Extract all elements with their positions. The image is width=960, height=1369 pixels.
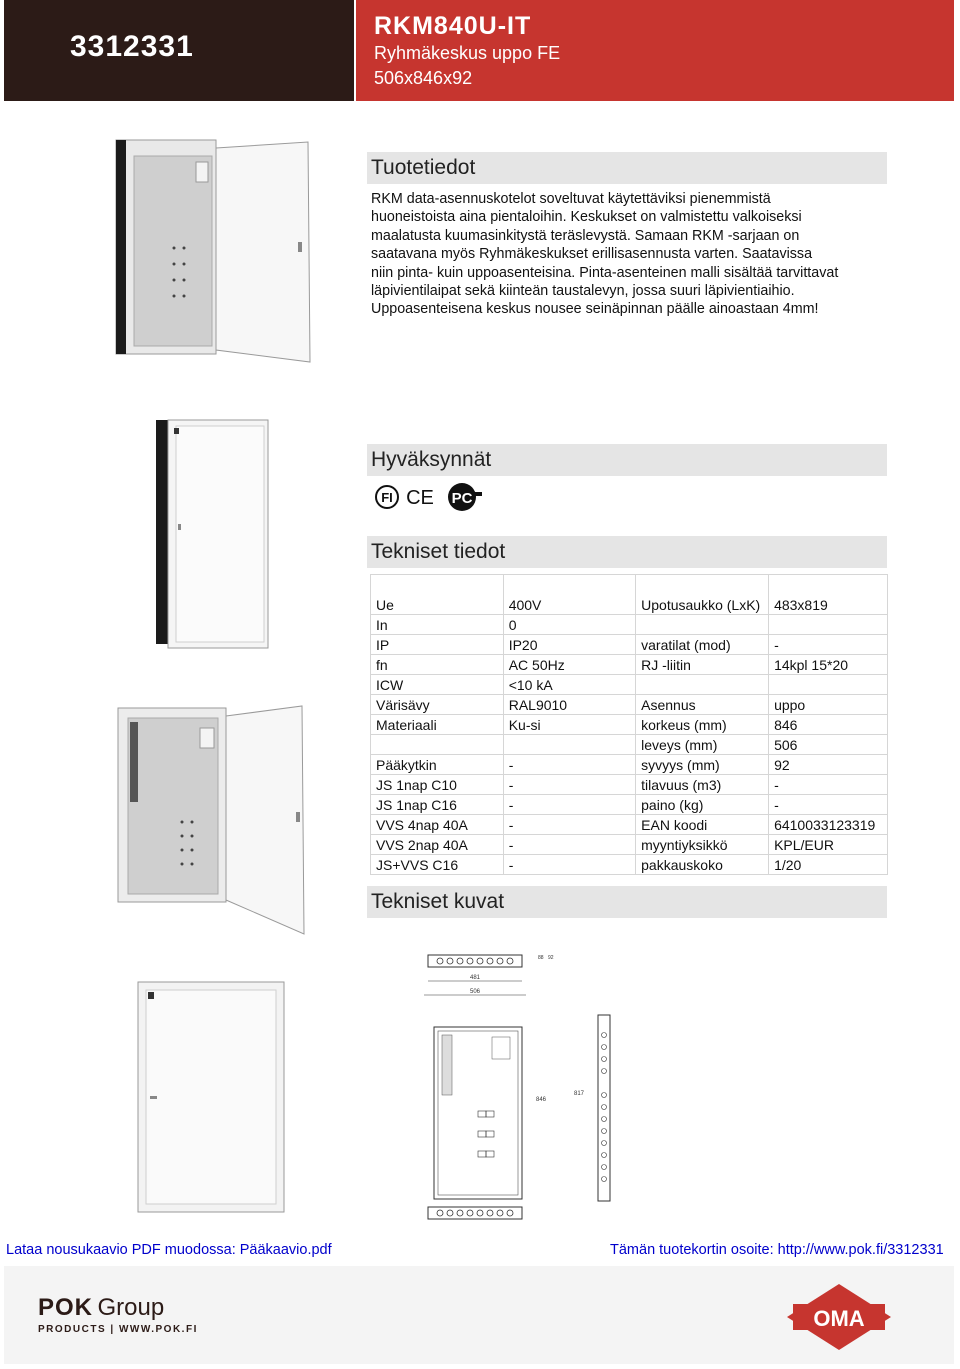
description-line: saatavana myös Ryhmäkeskukset erillisasennusta varten. Saatavissa — [371, 246, 813, 263]
table-cell: IP20 — [503, 635, 635, 655]
table-row — [371, 855, 888, 875]
table-cell: In — [371, 615, 504, 635]
table-cell: Pääkytkin — [371, 755, 504, 775]
oma-logo — [787, 1284, 891, 1350]
svg-text:PC: PC — [451, 490, 473, 507]
table-row — [371, 675, 888, 695]
section-approvals: Hyväksynnät — [367, 444, 887, 476]
product-code: RKM840U-IT — [374, 12, 532, 40]
dim-inner-height: 817 — [574, 1091, 585, 1097]
table-cell — [769, 675, 888, 695]
specs-table — [370, 574, 888, 875]
dim-outer-height: 846 — [536, 1097, 547, 1103]
table-cell: - — [503, 775, 635, 795]
table-cell: Värisävy — [371, 695, 504, 715]
table-cell: 846 — [769, 715, 888, 735]
table-cell: ICW — [371, 675, 504, 695]
table-cell: 6410033123319 — [769, 815, 888, 835]
description-line: Uppoasenteisena keskus nousee seinäpinnan päälle ainoastaan 4mm! — [371, 301, 819, 318]
table-cell — [636, 675, 769, 695]
table-row — [371, 595, 888, 615]
table-cell: 506 — [769, 735, 888, 755]
pok-subtitle: PRODUCTS | WWW.POK.FI — [38, 1324, 198, 1335]
section-technical-data: Tekniset tiedot — [367, 536, 887, 568]
product-dimensions: 506x846x92 — [374, 68, 473, 88]
table-cell: korkeus (mm) — [636, 715, 769, 735]
table-cell — [636, 615, 769, 635]
header-left-panel — [4, 0, 354, 101]
table-row — [371, 755, 888, 775]
table-cell: - — [769, 775, 888, 795]
technical-drawing — [420, 945, 620, 1225]
table-cell: syvyys (mm) — [636, 755, 769, 775]
table-row — [371, 575, 888, 596]
table-cell: JS+VVS C16 — [371, 855, 504, 875]
dim-outer-width: 506 — [469, 989, 481, 995]
table-cell: 14kpl 15*20 — [769, 655, 888, 675]
product-name: Ryhmäkeskus uppo FE — [374, 43, 561, 63]
table-cell: 1/20 — [769, 855, 888, 875]
table-cell: VVS 4nap 40A — [371, 815, 504, 835]
fi-mark-icon — [376, 486, 398, 508]
table-cell: pakkauskoko — [636, 855, 769, 875]
product-number: 3312331 — [70, 30, 194, 63]
product-image-closed-cabinet — [152, 416, 272, 652]
table-cell: <10 kA — [503, 675, 635, 695]
oma-word: OMA — [813, 1306, 865, 1331]
table-row — [371, 635, 888, 655]
table-row — [371, 715, 888, 735]
table-cell: 483x819 — [769, 595, 888, 615]
table-row — [371, 695, 888, 715]
dim-inner-width: 481 — [469, 975, 481, 981]
table-cell: fn — [371, 655, 504, 675]
table-cell: 0 — [503, 615, 635, 635]
table-row — [371, 735, 888, 755]
table-cell — [769, 615, 888, 635]
description-line: läpivientilaipat sekä kiinteän taustalevyn, jossa suuri läpivientiaihio. — [371, 283, 795, 300]
section-technical-images: Tekniset kuvat — [367, 886, 887, 918]
table-cell: - — [503, 755, 635, 775]
table-cell: - — [503, 835, 635, 855]
group-word: Group — [97, 1294, 165, 1321]
footer — [4, 1266, 954, 1364]
product-image-open-cabinet — [112, 138, 316, 366]
table-row — [371, 795, 888, 815]
table-cell: Ue — [371, 595, 504, 615]
header-band — [4, 0, 954, 101]
table-cell: myyntiyksikkö — [636, 835, 769, 855]
table-cell: JS 1nap C16 — [371, 795, 504, 815]
table-cell: Asennus — [636, 695, 769, 715]
table-cell: AC 50Hz — [503, 655, 635, 675]
approval-marks — [372, 480, 492, 514]
description-line: niin pinta- kuin uppoasenteisina. Pinta-asenteinen malli sisältää tarvittavat — [371, 264, 839, 281]
pok-word: POK — [38, 1294, 94, 1321]
table-cell — [371, 735, 504, 755]
table-cell: - — [769, 795, 888, 815]
table-cell: - — [769, 635, 888, 655]
table-cell: tilavuus (m3) — [636, 775, 769, 795]
table-cell: EAN koodi — [636, 815, 769, 835]
product-description — [371, 190, 896, 319]
table-cell: KPL/EUR — [769, 835, 888, 855]
pdf-download-link[interactable]: Lataa nousukaavio PDF muodossa: Pääkaavio.pdf — [6, 1242, 332, 1258]
table-cell: RAL9010 — [503, 695, 635, 715]
dim-depth-b: 92 — [548, 955, 554, 961]
table-cell: VVS 2nap 40A — [371, 835, 504, 855]
table-cell — [503, 735, 635, 755]
table-cell: 92 — [769, 755, 888, 775]
svg-text:FI: FI — [381, 490, 393, 505]
table-cell: JS 1nap C10 — [371, 775, 504, 795]
table-row — [371, 775, 888, 795]
table-cell: varatilat (mod) — [636, 635, 769, 655]
table-cell: paino (kg) — [636, 795, 769, 815]
table-row — [371, 615, 888, 635]
specs-body — [371, 595, 888, 875]
table-cell: Materiaali — [371, 715, 504, 735]
product-image-open-front — [116, 702, 308, 938]
table-cell: - — [503, 815, 635, 835]
pct-mark-icon — [448, 483, 482, 511]
product-image-closed-front — [136, 980, 288, 1216]
table-cell: leveys (mm) — [636, 735, 769, 755]
table-cell: IP — [371, 635, 504, 655]
table-cell: - — [503, 795, 635, 815]
product-card-url-link[interactable]: Tämän tuotekortin osoite: http://www.pok.fi/3312331 — [610, 1242, 944, 1258]
dim-depth-a: 88 — [538, 955, 544, 961]
table-row — [371, 835, 888, 855]
table-cell: Upotusaukko (LxK) — [636, 595, 769, 615]
header-right-panel — [356, 0, 954, 101]
description-line: huoneistoista aina pientaloihin. Keskukset on valmistettu valkoiseksi — [371, 209, 802, 226]
pok-group-logo — [38, 1294, 198, 1335]
description-line: maalatusta kuumasinkitystä teräslevystä. Samaan RKM -sarjaan on — [371, 227, 800, 244]
ce-mark-icon — [406, 487, 434, 509]
table-row — [371, 815, 888, 835]
table-cell: 400V — [503, 595, 635, 615]
svg-text:CE: CE — [406, 487, 434, 509]
table-cell: uppo — [769, 695, 888, 715]
description-line: RKM data-asennuskotelot soveltuvat käytettäviksi pienemmistä — [371, 191, 771, 207]
table-cell: Ku-si — [503, 715, 635, 735]
table-cell: - — [503, 855, 635, 875]
section-product-info: Tuotetiedot — [367, 152, 887, 184]
table-row — [371, 655, 888, 675]
table-cell: RJ -liitin — [636, 655, 769, 675]
